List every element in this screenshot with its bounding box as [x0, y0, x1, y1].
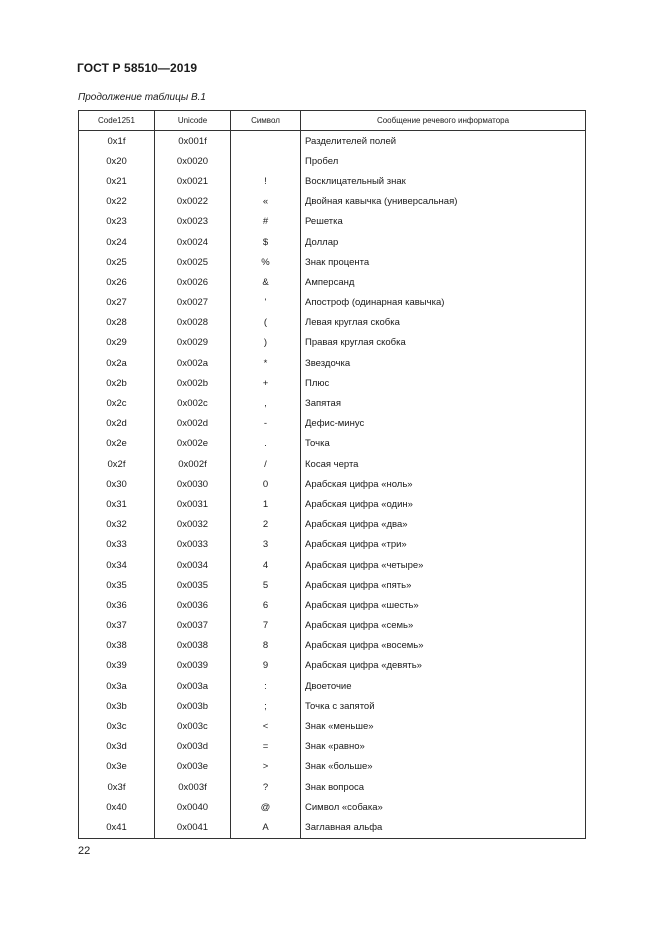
cell-unicode: 0x0026 [155, 272, 231, 292]
cell-message: Арабская цифра «семь» [301, 616, 586, 636]
cell-unicode: 0x0027 [155, 293, 231, 313]
table-row [79, 151, 586, 171]
cell-unicode: 0x003c [155, 716, 231, 736]
cell-symbol: 9 [231, 656, 301, 676]
cell-unicode: 0x0034 [155, 555, 231, 575]
cell-message: Двойная кавычка (универсальная) [301, 192, 586, 212]
table-row [79, 353, 586, 373]
cell-message: Амперсанд [301, 272, 586, 292]
column-header-unicode: Unicode [155, 111, 231, 131]
cell-unicode: 0x0033 [155, 535, 231, 555]
cell-message: Арабская цифра «пять» [301, 575, 586, 595]
cell-symbol: ' [231, 293, 301, 313]
table-row [79, 192, 586, 212]
cell-unicode: 0x0024 [155, 232, 231, 252]
cell-code1251: 0x27 [79, 293, 155, 313]
cell-code1251: 0x1f [79, 131, 155, 152]
cell-code1251: 0x37 [79, 616, 155, 636]
table-row [79, 797, 586, 817]
table-row [79, 232, 586, 252]
cell-code1251: 0x30 [79, 474, 155, 494]
cell-code1251: 0x34 [79, 555, 155, 575]
table-row [79, 494, 586, 514]
table-body [79, 131, 586, 839]
cell-code1251: 0x20 [79, 151, 155, 171]
cell-message: Точка с запятой [301, 696, 586, 716]
cell-code1251: 0x40 [79, 797, 155, 817]
cell-symbol [231, 151, 301, 171]
cell-unicode: 0x0038 [155, 636, 231, 656]
cell-unicode: 0x002d [155, 414, 231, 434]
cell-code1251: 0x2c [79, 393, 155, 413]
table-row [79, 434, 586, 454]
cell-symbol: . [231, 434, 301, 454]
cell-message: Двоеточие [301, 676, 586, 696]
cell-symbol [231, 131, 301, 152]
cell-code1251: 0x25 [79, 252, 155, 272]
cell-symbol: 6 [231, 595, 301, 615]
cell-code1251: 0x28 [79, 313, 155, 333]
table-row [79, 272, 586, 292]
cell-code1251: 0x2b [79, 373, 155, 393]
cell-message: Решетка [301, 212, 586, 232]
table-row [79, 616, 586, 636]
cell-message: Арабская цифра «два» [301, 515, 586, 535]
cell-symbol: $ [231, 232, 301, 252]
cell-code1251: 0x3e [79, 757, 155, 777]
table-row [79, 333, 586, 353]
cell-code1251: 0x24 [79, 232, 155, 252]
table-row [79, 515, 586, 535]
cell-unicode: 0x0020 [155, 151, 231, 171]
cell-symbol: @ [231, 797, 301, 817]
cell-unicode: 0x0029 [155, 333, 231, 353]
cell-code1251: 0x38 [79, 636, 155, 656]
cell-symbol: 7 [231, 616, 301, 636]
cell-symbol: ! [231, 171, 301, 191]
table-row [79, 171, 586, 191]
cell-message: Косая черта [301, 454, 586, 474]
table-row [79, 313, 586, 333]
cell-unicode: 0x0035 [155, 575, 231, 595]
table-row [79, 373, 586, 393]
table-row [79, 777, 586, 797]
cell-symbol: ) [231, 333, 301, 353]
cell-unicode: 0x0039 [155, 656, 231, 676]
cell-unicode: 0x002b [155, 373, 231, 393]
cell-message: Символ «собака» [301, 797, 586, 817]
cell-code1251: 0x2e [79, 434, 155, 454]
table-row [79, 636, 586, 656]
cell-code1251: 0x26 [79, 272, 155, 292]
cell-code1251: 0x3c [79, 716, 155, 736]
table-row [79, 252, 586, 272]
cell-message: Правая круглая скобка [301, 333, 586, 353]
cell-symbol: > [231, 757, 301, 777]
cell-symbol: « [231, 192, 301, 212]
cell-unicode: 0x0031 [155, 494, 231, 514]
cell-code1251: 0x33 [79, 535, 155, 555]
table-row [79, 535, 586, 555]
character-codes-table [78, 110, 586, 839]
cell-message: Пробел [301, 151, 586, 171]
cell-message: Заглавная альфа [301, 817, 586, 838]
page-number: 22 [78, 845, 91, 857]
table-row [79, 595, 586, 615]
cell-unicode: 0x002c [155, 393, 231, 413]
cell-message: Доллар [301, 232, 586, 252]
cell-unicode: 0x0030 [155, 474, 231, 494]
cell-symbol: , [231, 393, 301, 413]
cell-unicode: 0x0040 [155, 797, 231, 817]
cell-code1251: 0x22 [79, 192, 155, 212]
cell-symbol: % [231, 252, 301, 272]
cell-message: Запятая [301, 393, 586, 413]
table-row [79, 212, 586, 232]
cell-message: Арабская цифра «один» [301, 494, 586, 514]
cell-symbol: * [231, 353, 301, 373]
cell-unicode: 0x002f [155, 454, 231, 474]
cell-unicode: 0x003f [155, 777, 231, 797]
cell-symbol: A [231, 817, 301, 838]
cell-symbol: 0 [231, 474, 301, 494]
cell-code1251: 0x29 [79, 333, 155, 353]
cell-unicode: 0x0022 [155, 192, 231, 212]
document-header: ГОСТ Р 58510—2019 [77, 61, 198, 75]
cell-unicode: 0x0037 [155, 616, 231, 636]
cell-code1251: 0x32 [79, 515, 155, 535]
table-row [79, 737, 586, 757]
table-caption: Продолжение таблицы В.1 [78, 92, 206, 103]
cell-code1251: 0x36 [79, 595, 155, 615]
cell-message: Знак процента [301, 252, 586, 272]
cell-unicode: 0x0041 [155, 817, 231, 838]
cell-symbol: 2 [231, 515, 301, 535]
cell-unicode: 0x003a [155, 676, 231, 696]
table-row [79, 393, 586, 413]
cell-message: Знак «больше» [301, 757, 586, 777]
cell-symbol: 1 [231, 494, 301, 514]
cell-unicode: 0x0021 [155, 171, 231, 191]
cell-unicode: 0x003b [155, 696, 231, 716]
cell-code1251: 0x41 [79, 817, 155, 838]
cell-message: Левая круглая скобка [301, 313, 586, 333]
table-row [79, 676, 586, 696]
cell-message: Знак «меньше» [301, 716, 586, 736]
table-row [79, 716, 586, 736]
cell-symbol: < [231, 716, 301, 736]
cell-code1251: 0x3a [79, 676, 155, 696]
table-row [79, 696, 586, 716]
cell-code1251: 0x31 [79, 494, 155, 514]
cell-message: Арабская цифра «девять» [301, 656, 586, 676]
table-row [79, 757, 586, 777]
cell-symbol: # [231, 212, 301, 232]
cell-symbol: 4 [231, 555, 301, 575]
cell-code1251: 0x3f [79, 777, 155, 797]
table-row [79, 454, 586, 474]
table-row [79, 293, 586, 313]
table-row [79, 474, 586, 494]
cell-message: Точка [301, 434, 586, 454]
cell-symbol: = [231, 737, 301, 757]
cell-message: Арабская цифра «три» [301, 535, 586, 555]
table-header-row [79, 111, 586, 131]
cell-code1251: 0x3b [79, 696, 155, 716]
table-row [79, 575, 586, 595]
cell-symbol: 5 [231, 575, 301, 595]
table-row [79, 414, 586, 434]
cell-unicode: 0x002e [155, 434, 231, 454]
cell-message: Звездочка [301, 353, 586, 373]
cell-code1251: 0x2f [79, 454, 155, 474]
cell-message: Апостроф (одинарная кавычка) [301, 293, 586, 313]
cell-message: Дефис-минус [301, 414, 586, 434]
cell-message: Арабская цифра «ноль» [301, 474, 586, 494]
cell-symbol: : [231, 676, 301, 696]
cell-unicode: 0x002a [155, 353, 231, 373]
cell-message: Арабская цифра «четыре» [301, 555, 586, 575]
cell-message: Арабская цифра «шесть» [301, 595, 586, 615]
cell-message: Разделителей полей [301, 131, 586, 152]
cell-code1251: 0x2d [79, 414, 155, 434]
table-row [79, 131, 586, 152]
cell-symbol: ? [231, 777, 301, 797]
cell-symbol: 8 [231, 636, 301, 656]
cell-code1251: 0x35 [79, 575, 155, 595]
cell-code1251: 0x21 [79, 171, 155, 191]
column-header-message: Сообщение речевого информатора [301, 111, 586, 131]
cell-message: Знак вопроса [301, 777, 586, 797]
table-row [79, 656, 586, 676]
column-header-code1251: Code1251 [79, 111, 155, 131]
cell-code1251: 0x23 [79, 212, 155, 232]
cell-unicode: 0x0023 [155, 212, 231, 232]
cell-unicode: 0x0036 [155, 595, 231, 615]
cell-code1251: 0x2a [79, 353, 155, 373]
cell-symbol: - [231, 414, 301, 434]
cell-symbol: + [231, 373, 301, 393]
table-row [79, 555, 586, 575]
cell-code1251: 0x39 [79, 656, 155, 676]
cell-message: Плюс [301, 373, 586, 393]
cell-symbol: / [231, 454, 301, 474]
cell-code1251: 0x3d [79, 737, 155, 757]
table-row [79, 817, 586, 838]
cell-message: Арабская цифра «восемь» [301, 636, 586, 656]
cell-message: Восклицательный знак [301, 171, 586, 191]
column-header-symbol: Символ [231, 111, 301, 131]
cell-unicode: 0x003d [155, 737, 231, 757]
cell-unicode: 0x0028 [155, 313, 231, 333]
cell-symbol: 3 [231, 535, 301, 555]
cell-unicode: 0x003e [155, 757, 231, 777]
cell-unicode: 0x0025 [155, 252, 231, 272]
cell-message: Знак «равно» [301, 737, 586, 757]
cell-symbol: & [231, 272, 301, 292]
cell-unicode: 0x0032 [155, 515, 231, 535]
cell-symbol: ; [231, 696, 301, 716]
cell-symbol: ( [231, 313, 301, 333]
cell-unicode: 0x001f [155, 131, 231, 152]
